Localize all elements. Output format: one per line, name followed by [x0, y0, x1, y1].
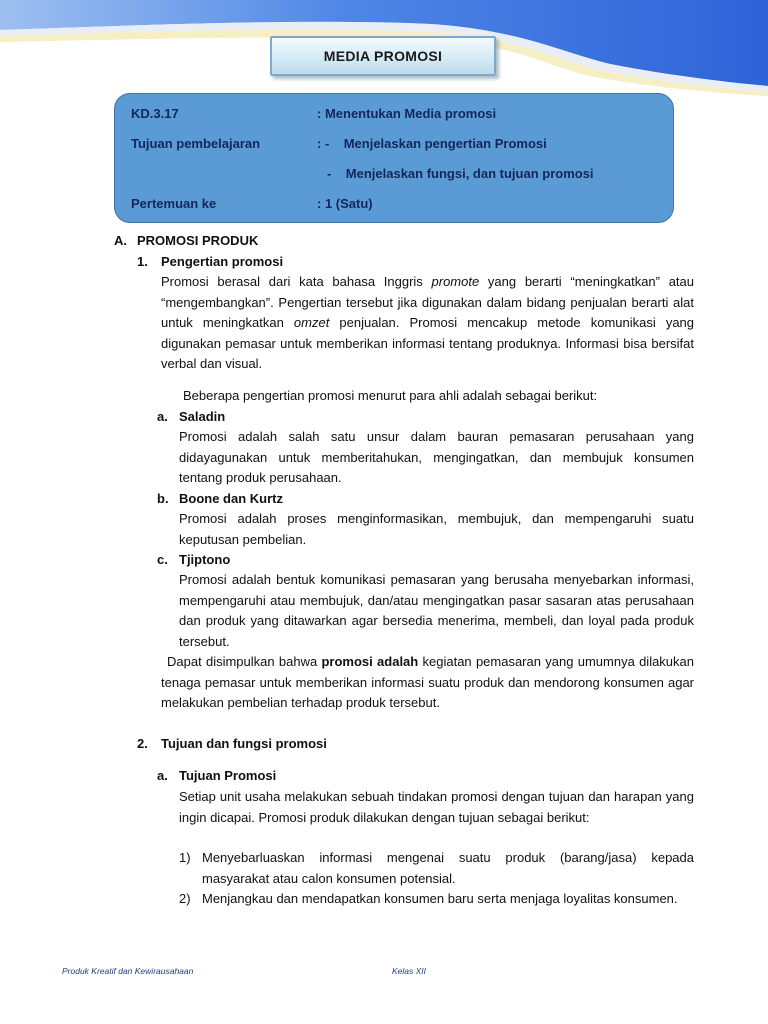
- expert-marker: a.: [157, 409, 168, 424]
- experts-intro: Beberapa pengertian promosi menurut para ahli adalah sebagai berikut:: [183, 388, 598, 403]
- info-pertemuan-value: : 1 (Satu): [317, 196, 373, 211]
- expert-name: Tjiptono: [179, 552, 231, 567]
- subsection-paragraph: Setiap unit usaha melakukan sebuah tindakan promosi dengan tujuan dan harapan yang ingin dicapai. Promosi produk dilakukan dengan tujuan sebagai berikut:: [179, 789, 694, 825]
- info-kd-value: : Menentukan Media promosi: [317, 106, 497, 121]
- point-marker: 1): [179, 850, 191, 865]
- expert-definition: Promosi adalah proses menginformasikan, membujuk, dan mempengaruhi suatu keputusan pembelian.: [179, 511, 694, 547]
- expert-name: Saladin: [179, 409, 226, 424]
- point-marker: 2): [179, 891, 191, 906]
- footer-course: Produk Kreatif dan Kewirausahaan: [62, 966, 194, 976]
- conclusion-keyword: promosi adalah: [321, 654, 419, 669]
- item1-paragraph: Promosi berasal dari kata bahasa Inggris promote yang berarti “meningkatkan” atau “mengembangkan”. Pengertian tersebut jika digunakan dalam bidang penjualan berarti alat untuk meningkatkan omzet penjualan. Promosi mencakup metode komunikasi yang digunakan pemasar untuk memberikan informasi tentang produknya. Informasi bisa bersifat verbal dan visual.: [161, 274, 695, 371]
- info-kd-label: KD.3.17: [131, 106, 179, 121]
- expert-definition: Promosi adalah bentuk komunikasi pemasaran yang berusaha menyebarkan informasi, mempengaruhi atau membujuk, dan/atau mengingatkan pasar sasaran atas perusahaan dan produk yang ditawarkan agar bersedia menerima, membeli, dan loyal pada produk tersebut.: [179, 572, 694, 649]
- point-text: Menjangkau dan mendapatkan konsumen baru serta menjaga loyalitas konsumen.: [202, 891, 678, 906]
- info-pertemuan-label: Pertemuan ke: [131, 196, 217, 211]
- point-text: Menyebarluaskan informasi mengenai suatu produk (barang/jasa) kepada masyarakat atau calon konsumen potensial.: [202, 850, 694, 886]
- item1-title: Pengertian promosi: [161, 254, 284, 269]
- info-tujuan-value-2: - Menjelaskan fungsi, dan tujuan promosi: [327, 166, 594, 181]
- info-tujuan-value-1: : - Menjelaskan pengertian Promosi: [317, 136, 547, 151]
- expert-marker: b.: [157, 491, 169, 506]
- expert-definition: Promosi adalah salah satu unsur dalam bauran pemasaran perusahaan yang didayagunakan untuk memberitahukan, mengingatkan, dan membujuk konsumen tentang produk perusahaan.: [179, 429, 694, 485]
- subsection-title: Tujuan Promosi: [179, 768, 277, 783]
- section-a-title: PROMOSI PRODUK: [137, 233, 259, 248]
- term-promote: promote: [431, 274, 480, 289]
- item1-marker: 1.: [137, 254, 148, 269]
- expert-name: Boone dan Kurtz: [179, 491, 283, 506]
- expert-marker: c.: [157, 552, 168, 567]
- page-title: MEDIA PROMOSI: [270, 36, 496, 76]
- section-a-marker: A.: [114, 233, 127, 248]
- footer-class: Kelas XII: [392, 966, 427, 976]
- term-omzet: omzet: [293, 315, 330, 330]
- info-tujuan-label: Tujuan pembelajaran: [131, 136, 261, 151]
- conclusion-paragraph: Dapat disimpulkan bahwa promosi adalah kegiatan pemasaran yang umumnya dilakukan tenaga pemasar untuk memberikan informasi suatu produk dan mendorong konsumen agar melakukan pembelian terhadap produk tersebut.: [161, 654, 695, 710]
- subsection-marker: a.: [157, 768, 168, 783]
- item2-title: Tujuan dan fungsi promosi: [161, 736, 327, 751]
- item2-marker: 2.: [137, 736, 148, 751]
